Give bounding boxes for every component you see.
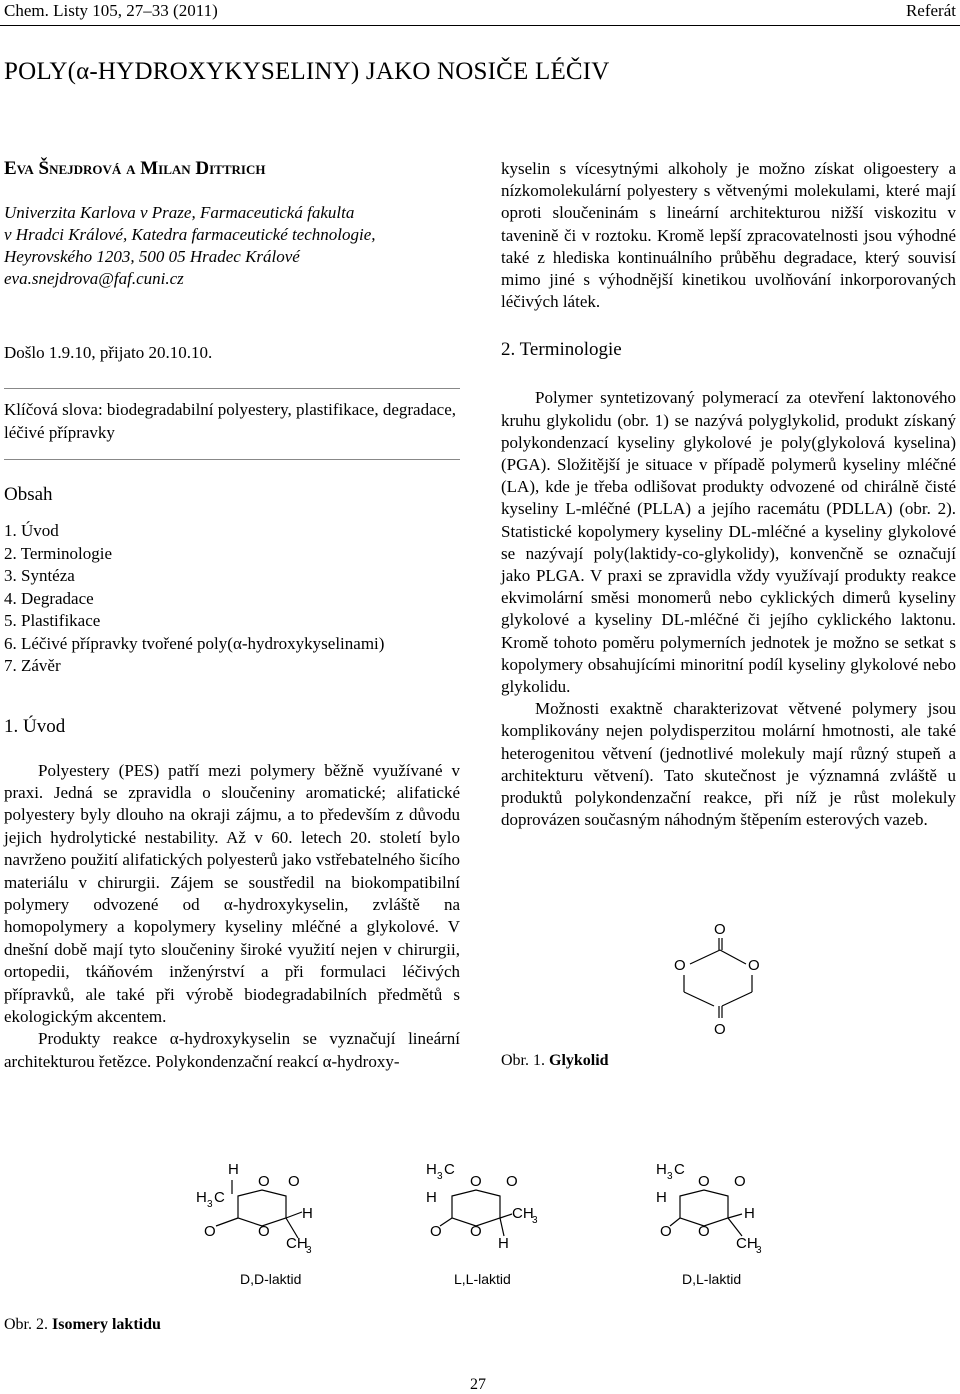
isomer-label: D,L-laktid bbox=[682, 1271, 742, 1287]
caption-title: Glykolid bbox=[549, 1052, 609, 1069]
toc-item: 3. Syntéza bbox=[4, 566, 75, 585]
affiliation-line: Heyrovského 1203, 500 05 Hradec Králové bbox=[4, 247, 300, 266]
svg-text:3: 3 bbox=[437, 1171, 443, 1182]
toc-item: 2. Terminologie bbox=[4, 543, 113, 563]
svg-text:O: O bbox=[258, 1173, 270, 1190]
right-column bbox=[501, 158, 956, 831]
svg-text:H: H bbox=[426, 1161, 437, 1178]
svg-text:O: O bbox=[734, 1173, 746, 1190]
svg-text:O: O bbox=[288, 1173, 300, 1190]
isomer-label: L,L-laktid bbox=[454, 1271, 511, 1287]
svg-text:H: H bbox=[744, 1205, 755, 1222]
header-rule bbox=[0, 25, 960, 26]
author-email: eva.snejdrova@faf.cuni.cz bbox=[4, 269, 184, 288]
svg-text:CH: CH bbox=[736, 1235, 758, 1252]
svg-text:O: O bbox=[660, 1223, 672, 1240]
authors: Eva Šnejdrová a Milan Dittrich bbox=[4, 158, 266, 179]
svg-text:H: H bbox=[302, 1205, 313, 1222]
figure-2-caption bbox=[4, 1316, 161, 1334]
svg-text:O: O bbox=[258, 1223, 270, 1240]
body-paragraph: Polymer syntetizovaný polymerací za otevření laktonového kruhu glykolidu (obr. 1) se nazývá polyglykolid, produkt získaný polykondenzací kyseliny glykolové je poly(glykolová kyselina) (PGA). Složitější je situace v případě polymerů kyseliny mléčné (LA), kde je třeba odlišovat produkty odvozené od chirálně čisté kyseliny L-mléčné (PLLA) a jejího racemátu (PDLLA) (obr. 2). Statistické kopolymery kyseliny DL-mléčné a kyseliny glykolové se nazývají poly(laktidy-co-glykolidy), konvenčně se označují jako PLGA. V praxi se zpravidla vždy využívají produkty reakce ekvimolární směsi monomerů nebo cyklických dimerů kyseliny glykolové a kyseliny DL-mléčné či jejího cyklického laktonu. Kromě tohoto poměru polymerních jednotek je možno se setkat s kopolymery obsahujícími minoritní podíl kyseliny glykolové nebo glykolidu. bbox=[501, 388, 956, 697]
svg-text:O: O bbox=[506, 1173, 518, 1190]
svg-text:O: O bbox=[430, 1223, 442, 1240]
left-column bbox=[4, 158, 460, 1073]
svg-text:H: H bbox=[498, 1235, 509, 1252]
keywords-label: Klíčová slova: bbox=[4, 400, 103, 419]
svg-text:3: 3 bbox=[306, 1245, 312, 1256]
section-heading: 2. Terminologie bbox=[501, 339, 622, 361]
glycolide-structure bbox=[668, 920, 768, 1040]
contents-heading: Obsah bbox=[4, 484, 53, 505]
svg-text:O: O bbox=[204, 1223, 216, 1240]
svg-text:C: C bbox=[674, 1161, 685, 1178]
toc-item: 6. Léčivé přípravky tvořené poly(α-hydroxykyselinami) bbox=[4, 633, 385, 653]
section-heading: 1. Úvod bbox=[4, 715, 66, 737]
toc-item: 4. Degradace bbox=[4, 588, 94, 608]
caption-prefix: Obr. 2. bbox=[4, 1316, 48, 1333]
section-label: Referát bbox=[905, 1, 956, 20]
svg-text:H: H bbox=[228, 1161, 239, 1178]
toc-item: 7. Závěr bbox=[4, 656, 61, 675]
body-paragraph: Polyestery (PES) patří mezi polymery běžně využívané v praxi. Jedná se zpravidla o sloučeniny aromatické; alifatické polyestery byly dlouho na okraji zájmu, a to především z důvodu jejich hydrolytické nestability. Až v 60. letech 20. století bylo navrženo použití alifatických polyesterů jako vstřebatelného šicího materiálu v chirurgii. Zájem se soustředil na biokompatibilní polymery odvozené od α-hydroxykyselin, zvláště na homopolymery a kopolymery kyseliny mléčné a glykolové. V dnešní době mají tyto sloučeniny široké využití nejen v chirurgii, ortopedii, tkáňovém inženýrství a při formulaci léčivých přípravků, ale také při výrobě biodegradabilních předmětů s ekologickým akcentem. bbox=[4, 760, 460, 1026]
svg-text:C: C bbox=[444, 1161, 455, 1178]
svg-text:C: C bbox=[214, 1189, 225, 1206]
body-paragraph: Produkty reakce α-hydroxykyselin se vyznačují lineární architekturou řetězce. Polykondenzační reakcí α-hydroxy- bbox=[4, 1029, 460, 1071]
svg-text:3: 3 bbox=[532, 1215, 538, 1226]
figure-1-caption bbox=[501, 1052, 609, 1070]
svg-text:H: H bbox=[656, 1189, 667, 1206]
svg-text:O: O bbox=[470, 1173, 482, 1190]
running-header bbox=[0, 0, 960, 28]
affiliation-line: v Hradci Králové, Katedra farmaceutické technologie, bbox=[4, 225, 376, 244]
affiliation-line: Univerzita Karlova v Praze, Farmaceutická fakulta bbox=[4, 203, 355, 222]
keywords: biodegradabilní polyestery, plastifikace, degradace, léčivé přípravky bbox=[4, 400, 456, 442]
atom-label: O bbox=[748, 957, 760, 974]
caption-title: Isomery laktidu bbox=[52, 1316, 161, 1333]
svg-text:O: O bbox=[698, 1223, 710, 1240]
received-date: Došlo 1.9.10, přijato 20.10.10. bbox=[4, 343, 213, 362]
svg-text:O: O bbox=[698, 1173, 710, 1190]
svg-text:H: H bbox=[196, 1189, 207, 1206]
keywords-box bbox=[4, 388, 460, 460]
atom-label: O bbox=[674, 957, 686, 974]
lactide-isomers-structure bbox=[190, 1160, 810, 1260]
svg-text:CH: CH bbox=[512, 1205, 534, 1222]
svg-text:CH: CH bbox=[286, 1235, 308, 1252]
svg-text:3: 3 bbox=[207, 1199, 213, 1210]
body-paragraph: kyselin s vícesytnými alkoholy je možno získat oligoestery a nízkomolekulární polyestery s větvenými molekulami, které mají oproti sloučeninám s lineární architekturou nižší viskozitu v tavenině či v roztoku. Kromě lepší zpracovatelnosti jsou výhodné také z hlediska kontinuálního průběhu degradace, který souvisí mimo jiné s výhodnější kinetikou uvolňování inkorporovaných léčivých látek. bbox=[501, 159, 956, 312]
atom-label: O bbox=[714, 1021, 726, 1038]
svg-text:3: 3 bbox=[756, 1245, 762, 1256]
svg-text:H: H bbox=[656, 1161, 667, 1178]
caption-prefix: Obr. 1. bbox=[501, 1052, 545, 1069]
body-paragraph: Možnosti exaktně charakterizovat větvené polymery jsou komplikovány nejen polydisperzitou molární hmotnosti, ale také heterogenitou větvení (jednotlivé molekuly mají různý stupeň a architekturu větvení). Tato skutečnost je významná zvláště u produktů polykondenzační reakce, při níž je růst molekuly doprovázen současným náhodným štěpením esterových vazeb. bbox=[501, 699, 956, 830]
svg-text:H: H bbox=[426, 1189, 437, 1206]
article-title: POLY(α-HYDROXYKYSELINY) JAKO NOSIČE LÉČIV bbox=[4, 58, 610, 85]
journal-citation: Chem. Listy 105, 27–33 (2011) bbox=[4, 1, 218, 20]
svg-text:O: O bbox=[470, 1223, 482, 1240]
table-of-contents bbox=[4, 520, 460, 678]
atom-label: O bbox=[714, 921, 726, 938]
toc-item: 5. Plastifikace bbox=[4, 611, 101, 630]
isomer-label: D,D-laktid bbox=[240, 1271, 302, 1287]
toc-item: 1. Úvod bbox=[4, 521, 59, 540]
svg-text:3: 3 bbox=[667, 1171, 673, 1182]
page-number: 27 bbox=[470, 1376, 486, 1393]
